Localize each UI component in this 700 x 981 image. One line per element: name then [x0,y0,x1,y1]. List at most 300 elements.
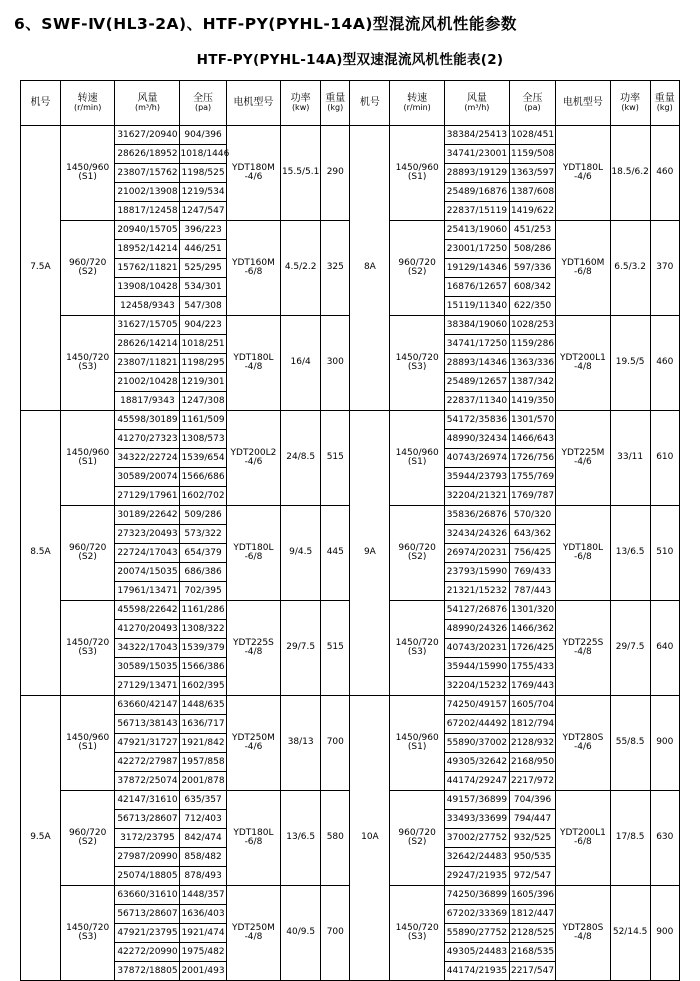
speed-cell-right: 1450/960 (S1) [390,411,445,506]
cell-value: 34741/23001 [445,145,509,164]
cell-value: 2001/493 [181,966,225,976]
pressure-cell-left [180,316,226,411]
weight-cell-left: 445 [321,506,350,601]
power-cell-left: 29/7.5 [281,601,321,696]
cell-value: 27129/17961 [117,491,178,501]
cell-value: 570/320 [510,506,555,525]
cell-value: 769/433 [510,563,555,582]
cell-value: 2001/878 [181,776,225,786]
speed-cell-left: 1450/960 (S1) [60,411,115,506]
cell-value: 32642/24483 [445,848,509,867]
cell-value: 756/425 [510,544,555,563]
cell-value: 1159/286 [510,335,555,354]
performance-table [20,80,680,981]
header-row [21,81,680,126]
flow-cell-right [444,696,509,791]
cell-value: 1448/635 [180,696,225,715]
flow-cell-right [444,316,509,411]
speed-cell-right: 960/720 (S2) [390,791,445,886]
weight-cell-left: 700 [321,696,350,791]
cell-value: 37002/27752 [445,829,509,848]
cell-value: 22724/17043 [115,544,179,563]
cell-value: 54127/26876 [445,601,509,620]
cell-value: 56713/28607 [115,810,179,829]
cell-value: 547/308 [184,301,222,311]
cell-value: 1018/251 [180,335,225,354]
speed-cell-left: 1450/720 (S3) [60,886,115,981]
cell-value: 16876/12657 [445,278,509,297]
cell-value: 904/396 [180,126,225,145]
cell-value: 40743/26974 [445,449,509,468]
cell-value: 19129/14346 [445,259,509,278]
flow-cell-right [444,601,509,696]
cell-value: 15762/11821 [115,259,179,278]
cell-value: 1755/769 [510,468,555,487]
pressure-cell-left [180,411,226,506]
power-cell-right: 6.5/3.2 [610,221,650,316]
cell-value: 1308/322 [180,620,225,639]
speed-cell-left: 960/720 (S2) [60,221,115,316]
cell-value: 28626/18952 [115,145,179,164]
cell-value: 67202/33369 [445,905,509,924]
flow-cell-left [115,506,180,601]
cell-value: 23807/11821 [115,354,179,373]
table-row [21,411,680,506]
cell-value: 31627/15705 [115,316,179,335]
cell-value: 2128/525 [510,924,555,943]
cell-value: 1812/794 [510,715,555,734]
cell-value: 30589/15035 [115,658,179,677]
cell-value: 1566/686 [180,468,225,487]
cell-value: 42272/27987 [115,753,179,772]
weight-cell-left: 300 [321,316,350,411]
motor-model-cell-left: YDT250M -4/8 [226,886,281,981]
flow-cell-right [444,411,509,506]
motor-model-cell-right: YDT225M -4/6 [556,411,611,506]
table-head [21,81,680,126]
page-title: 6、SWF-Ⅳ(HL3-2A)、HTF-PY(PYHL-14A)型混流风机性能参数 [14,15,517,33]
cell-value: 34322/17043 [115,639,179,658]
flow-cell-left [115,696,180,791]
flow-cell-left [115,411,180,506]
cell-value: 12458/9343 [120,301,175,311]
power-cell-right: 33/11 [610,411,650,506]
cell-value: 20074/15035 [115,563,179,582]
cell-value: 2128/932 [510,734,555,753]
weight-cell-right: 460 [650,316,679,411]
motor-model-cell-left: YDT225S -4/8 [226,601,281,696]
cell-value: 842/474 [180,829,225,848]
cell-value: 27323/20493 [115,525,179,544]
motor-model-cell-right: YDT200L1 -4/8 [556,316,611,411]
cell-value: 1308/573 [180,430,225,449]
weight-cell-right: 630 [650,791,679,886]
cell-value: 23001/17250 [445,240,509,259]
flow-cell-right [444,221,509,316]
jihao-cell-right: 8A [350,126,390,411]
cell-value: 47921/23795 [115,924,179,943]
flow-cell-left [115,316,180,411]
cell-value: 34322/22724 [115,449,179,468]
cell-value: 597/336 [510,259,555,278]
cell-value: 25489/12657 [445,373,509,392]
cell-value: 42147/31610 [115,791,179,810]
cell-value: 31627/20940 [115,126,179,145]
cell-value: 18952/14214 [115,240,179,259]
pressure-cell-left [180,126,230,221]
cell-value: 40743/20231 [445,639,509,658]
header-model-right: 电机型号 [556,81,611,126]
cell-value: 1636/717 [180,715,225,734]
header-flow-right: 风量 (m³/h) [444,81,509,126]
speed-cell-left: 1450/960 (S1) [60,696,115,791]
cell-value: 1028/451 [510,126,555,145]
cell-value: 573/322 [180,525,225,544]
header-weight-left: 重量 (kg) [321,81,350,126]
cell-value: 55890/27752 [445,924,509,943]
cell-value: 13908/10428 [115,278,179,297]
cell-value: 451/253 [510,221,555,240]
cell-value: 63660/31610 [115,886,179,905]
motor-model-cell-right: YDT280S -4/8 [556,886,611,981]
weight-cell-left: 580 [321,791,350,886]
cell-value: 3172/23795 [115,829,179,848]
cell-value: 1755/433 [510,658,555,677]
motor-model-cell-left: YDT160M -6/8 [226,221,281,316]
cell-value: 1812/447 [510,905,555,924]
speed-cell-right: 960/720 (S2) [390,221,445,316]
weight-cell-right: 510 [650,506,679,601]
header-speed-right: 转速 (r/min) [390,81,445,126]
flow-cell-left [115,126,180,221]
cell-value: 18817/12458 [117,206,178,216]
cell-value: 15119/11340 [446,301,508,311]
cell-value: 48990/32434 [445,430,509,449]
cell-value: 25489/16876 [445,183,509,202]
cell-value: 2217/547 [510,966,555,976]
cell-value: 972/547 [513,871,552,881]
table-row [21,126,680,221]
cell-value: 787/443 [513,586,552,596]
cell-value: 686/386 [180,563,225,582]
flow-cell-left [115,886,180,981]
motor-model-cell-left: YDT180L -6/8 [226,506,281,601]
cell-value: 37872/25074 [117,776,178,786]
cell-value: 56713/28607 [115,905,179,924]
flow-cell-right [444,886,509,981]
power-cell-right: 19.5/5 [610,316,650,411]
cell-value: 33493/33699 [445,810,509,829]
cell-value: 1387/608 [510,183,555,202]
motor-model-cell-left: YDT180L -6/8 [226,791,281,886]
cell-value: 21321/15232 [446,586,508,596]
weight-cell-left: 515 [321,411,350,506]
jihao-cell-right: 9A [350,411,390,696]
speed-cell-right: 1450/720 (S3) [390,886,445,981]
power-cell-right: 55/8.5 [610,696,650,791]
table-caption: HTF-PY(PYHL-14A)型双速混流风机性能表(2) [196,52,504,68]
cell-value: 1602/702 [181,491,225,501]
cell-value: 1387/342 [510,373,555,392]
cell-value: 1539/654 [180,449,225,468]
cell-value: 534/301 [180,278,225,297]
cell-value: 1605/396 [510,886,555,905]
cell-value: 25074/18805 [117,871,178,881]
cell-value: 525/295 [180,259,225,278]
cell-value: 48990/24326 [445,620,509,639]
cell-value: 49305/24483 [445,943,509,962]
cell-value: 55890/37002 [445,734,509,753]
cell-value: 1301/320 [510,601,555,620]
header-speed-left: 转速 (r/min) [60,81,115,126]
cell-value: 2168/535 [510,943,555,962]
speed-cell-right: 1450/960 (S1) [390,126,445,221]
speed-cell-right: 1450/720 (S3) [390,316,445,411]
cell-value: 28893/19129 [445,164,509,183]
motor-model-cell-right: YDT280S -4/6 [556,696,611,791]
power-cell-left: 38/13 [281,696,321,791]
cell-value: 1539/379 [180,639,225,658]
motor-model-cell-left: YDT200L2 -4/6 [226,411,281,506]
cell-value: 1219/301 [180,373,225,392]
speed-cell-right: 1450/960 (S1) [390,696,445,791]
power-cell-left: 24/8.5 [281,411,321,506]
cell-value: 38384/19060 [445,316,509,335]
cell-value: 878/493 [184,871,222,881]
header-jihao-right: 机号 [350,81,390,126]
pressure-cell-right [509,601,555,696]
flow-cell-left [115,601,180,696]
cell-value: 44174/21935 [446,966,508,976]
cell-value: 41270/27323 [115,430,179,449]
motor-model-cell-right: YDT160M -6/8 [556,221,611,316]
weight-cell-left: 290 [321,126,350,221]
jihao-cell-right: 10A [350,696,390,981]
power-cell-right: 13/6.5 [610,506,650,601]
pressure-cell-left [180,601,226,696]
power-cell-left: 9/4.5 [281,506,321,601]
power-cell-right: 18.5/6.2 [610,126,650,221]
pressure-cell-left [180,506,226,601]
cell-value: 35944/23793 [445,468,509,487]
pressure-cell-right [509,886,555,981]
motor-model-cell-right: YDT180L -6/8 [556,506,611,601]
cell-value: 47921/31727 [115,734,179,753]
cell-value: 49305/32642 [445,753,509,772]
header-pressure-right: 全压 (pa) [509,81,555,126]
header-power-left: 功率 (kw) [281,81,321,126]
cell-value: 26974/20231 [445,544,509,563]
cell-value: 1247/547 [181,206,225,216]
cell-value: 25413/19060 [445,221,509,240]
cell-value: 1363/336 [510,354,555,373]
flow-cell-right [444,791,509,886]
cell-value: 1198/525 [180,164,225,183]
cell-value: 1419/350 [510,396,555,406]
cell-value: 654/379 [180,544,225,563]
power-cell-right: 17/8.5 [610,791,650,886]
cell-value: 1957/858 [180,753,225,772]
cell-value: 1466/643 [510,430,555,449]
pressure-cell-right [509,791,555,886]
cell-value: 635/357 [180,791,225,810]
cell-value: 23807/15762 [115,164,179,183]
cell-value: 1726/756 [510,449,555,468]
cell-value: 1161/509 [180,411,225,430]
speed-cell-left: 1450/720 (S3) [60,316,115,411]
cell-value: 396/223 [180,221,225,240]
cell-value: 1448/357 [180,886,225,905]
cell-value: 21002/10428 [115,373,179,392]
table-body [21,126,680,981]
cell-value: 28626/14214 [115,335,179,354]
header-pressure-left: 全压 (pa) [180,81,226,126]
speed-cell-left: 960/720 (S2) [60,506,115,601]
flow-cell-right [444,126,509,221]
cell-value: 1018/1446 [180,145,225,164]
cell-value: 932/525 [510,829,555,848]
cell-value: 45598/30189 [115,411,179,430]
cell-value: 858/482 [180,848,225,867]
weight-cell-right: 610 [650,411,679,506]
cell-value: 904/223 [180,316,225,335]
motor-model-cell-left: YDT180L -4/8 [226,316,281,411]
cell-value: 622/350 [513,301,552,311]
speed-cell-right: 960/720 (S2) [390,506,445,601]
table-row [21,696,680,791]
speed-cell-left: 960/720 (S2) [60,791,115,886]
cell-value: 74250/36899 [445,886,509,905]
power-cell-left: 16/4 [281,316,321,411]
cell-value: 17961/13471 [117,586,178,596]
weight-cell-right: 900 [650,696,679,791]
motor-model-cell-left: YDT180M -4/6 [226,126,281,221]
cell-value: 1028/253 [510,316,555,335]
cell-value: 1466/362 [510,620,555,639]
weight-cell-left: 515 [321,601,350,696]
cell-value: 63660/42147 [115,696,179,715]
cell-value: 54172/35836 [445,411,509,430]
jihao-cell-left: 8.5A [21,411,61,696]
cell-value: 2168/950 [510,753,555,772]
cell-value: 28893/14346 [445,354,509,373]
speed-cell-left: 1450/720 (S3) [60,601,115,696]
power-cell-left: 4.5/2.2 [281,221,321,316]
motor-model-cell-right: YDT225S -4/8 [556,601,611,696]
pressure-cell-right [509,126,555,221]
cell-value: 1247/308 [181,396,225,406]
power-cell-left: 40/9.5 [281,886,321,981]
jihao-cell-left: 9.5A [21,696,61,981]
cell-value: 508/286 [510,240,555,259]
motor-model-cell-right: YDT180L -4/6 [556,126,611,221]
cell-value: 1975/482 [180,943,225,962]
power-cell-left: 15.5/5.1 [281,126,321,221]
cell-value: 30589/20074 [115,468,179,487]
pressure-cell-right [509,411,555,506]
cell-value: 1198/295 [180,354,225,373]
header-weight-right: 重量 (kg) [650,81,679,126]
cell-value: 1726/425 [510,639,555,658]
power-cell-right: 52/14.5 [610,886,650,981]
cell-value: 1161/286 [180,601,225,620]
cell-value: 1605/704 [510,696,555,715]
power-cell-right: 29/7.5 [610,601,650,696]
cell-value: 29247/21935 [446,871,508,881]
cell-value: 1159/508 [510,145,555,164]
cell-value: 35836/26876 [445,506,509,525]
cell-value: 950/535 [510,848,555,867]
cell-value: 20940/15705 [115,221,179,240]
header-power-right: 功率 (kw) [610,81,650,126]
cell-value: 1419/622 [510,206,555,216]
cell-value: 21002/13908 [115,183,179,202]
cell-value: 38384/25413 [445,126,509,145]
cell-value: 27129/13471 [117,681,178,691]
cell-value: 702/395 [184,586,222,596]
cell-value: 643/362 [510,525,555,544]
weight-cell-right: 460 [650,126,679,221]
speed-cell-left: 1450/960 (S1) [60,126,115,221]
cell-value: 42272/20990 [115,943,179,962]
cell-value: 34741/17250 [445,335,509,354]
header-model-left: 电机型号 [226,81,281,126]
cell-value: 49157/36899 [445,791,509,810]
cell-value: 23793/15990 [445,563,509,582]
cell-value: 32204/15232 [446,681,508,691]
cell-value: 18817/9343 [120,396,175,406]
power-cell-left: 13/6.5 [281,791,321,886]
cell-value: 74250/49157 [445,696,509,715]
speed-cell-right: 1450/720 (S3) [390,601,445,696]
cell-value: 1566/386 [180,658,225,677]
cell-value: 509/286 [180,506,225,525]
pressure-cell-right [509,696,555,791]
cell-value: 32204/21321 [446,491,508,501]
flow-cell-left [115,221,180,316]
cell-value: 35944/15990 [445,658,509,677]
cell-value: 712/403 [180,810,225,829]
pressure-cell-left [180,696,226,791]
header-jihao-left: 机号 [21,81,61,126]
cell-value: 32434/24326 [445,525,509,544]
cell-value: 446/251 [180,240,225,259]
cell-value: 22837/15119 [446,206,508,216]
cell-value: 27987/20990 [115,848,179,867]
cell-value: 1769/787 [510,491,555,501]
cell-value: 1921/842 [180,734,225,753]
cell-value: 44174/29247 [446,776,508,786]
pressure-cell-right [509,221,555,316]
cell-value: 2217/972 [510,776,555,786]
cell-value: 794/447 [510,810,555,829]
header-flow-left: 风量 (m³/h) [115,81,180,126]
weight-cell-right: 900 [650,886,679,981]
cell-value: 41270/20493 [115,620,179,639]
weight-cell-right: 640 [650,601,679,696]
cell-value: 608/342 [510,278,555,297]
cell-value: 704/396 [510,791,555,810]
weight-cell-left: 325 [321,221,350,316]
cell-value: 67202/44492 [445,715,509,734]
cell-value: 1769/443 [510,681,555,691]
cell-value: 1363/597 [510,164,555,183]
pressure-cell-right [509,316,555,411]
cell-value: 56713/38143 [115,715,179,734]
cell-value: 1921/474 [180,924,225,943]
cell-value: 22837/11340 [446,396,508,406]
weight-cell-left: 700 [321,886,350,981]
